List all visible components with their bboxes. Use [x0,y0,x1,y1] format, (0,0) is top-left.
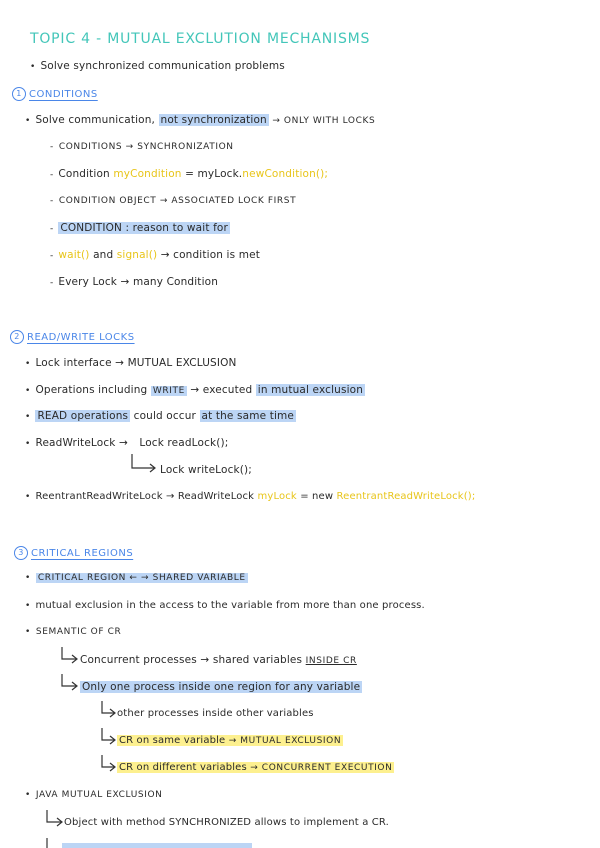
intro-line [30,60,285,72]
s2-l2-c: → executed [190,384,253,396]
s2-l2-b: WRITE [152,386,185,396]
s3-l4-b: INSIDE CR [305,656,357,666]
s2-l6-c: = new [300,491,334,502]
s3-l7-a: CR on same variable [119,735,226,746]
s2-l6-b: myLock [257,491,297,502]
s3-l2-text: mutual exclusion in the access to the variable from more than one process. [35,600,425,611]
s2-l6-d: ReentrantReadWriteLock(); [336,491,476,502]
bullet-icon: • [25,790,31,800]
section-number-icon: 3 [14,546,28,560]
s2-line-3 [25,410,296,422]
s1-l3-d: newCondition(); [242,168,329,180]
dash-icon: - [50,278,54,288]
s2-line-5: Lock writeLock(); [160,464,252,476]
s1-l7-text: Every Lock → many Condition [58,276,219,288]
s1-l2-text: CONDITIONS → SYNCHRONIZATION [58,142,234,152]
dash-icon: - [50,170,54,180]
section-2-heading [10,330,135,344]
s1-line-2 [50,142,234,152]
s2-line-4 [25,437,228,449]
hook-arrow-icon [45,808,65,830]
s1-line-5 [50,222,230,234]
s1-l1-text: Solve communication, [35,114,156,126]
s3-line-3 [25,627,121,637]
s3-l8-a: CR on different variables [119,762,247,773]
s3-l8-b: → CONCURRENT EXECUTION [250,763,393,773]
s1-line-3 [50,168,328,180]
s2-l3-b: could occur [133,410,197,422]
s2-l3-a: READ operations [37,410,129,422]
s1-l6-d: → condition is met [160,249,260,261]
s1-l6-b: and [93,249,114,261]
bullet-icon: • [25,627,31,637]
s3-line-5 [80,681,362,693]
s3-l7-highlight [117,735,343,746]
section-1-heading [12,87,98,101]
bullet-icon: • [25,386,31,396]
s3-line-8 [117,762,394,773]
cut-off-highlight [62,843,252,848]
s3-l1-highlight: CRITICAL REGION ← → SHARED VARIABLE [37,573,246,583]
s3-line-9 [25,790,163,800]
s1-l6-c: signal() [116,249,158,261]
section-number-icon: 1 [12,87,26,101]
s1-line-1 [25,114,375,126]
s3-l9-text: JAVA MUTUAL EXCLUSION [35,790,163,800]
bullet-icon: • [25,439,31,449]
bullet-icon: • [25,601,31,611]
s3-line-10: Object with method SYNCHRONIZED allows to implement a CR. [64,817,389,828]
dash-icon: - [50,224,54,234]
s2-l3-c: at the same time [201,410,295,422]
dash-icon: - [50,142,54,152]
s1-l1-tail: → ONLY WITH LOCKS [272,116,376,126]
s1-l1-highlight: not synchronization [160,114,267,126]
s3-l3-text: SEMANTIC OF CR [35,627,122,637]
bullet-icon: • [30,62,36,72]
hook-arrow-icon [130,452,160,474]
hook-arrow-icon [100,726,118,748]
s1-line-4 [50,196,296,206]
page-title: TOPIC 4 - MUTUAL EXCLUTION MECHANISMS [30,31,371,47]
s1-l5-highlight: CONDITION : reason to wait for [60,222,228,234]
s1-l3-a: Condition [58,168,110,180]
s1-line-7 [50,276,218,288]
s2-l4-a: ReadWriteLock → [35,437,128,449]
dash-icon: - [50,196,54,206]
s1-l3-c: = myLock. [185,168,243,180]
s3-line-7 [117,735,343,746]
s3-l7-b: → MUTUAL EXCLUSION [228,736,342,746]
bullet-icon: • [25,492,31,502]
section-1-title: CONDITIONS [29,89,98,100]
s2-l2-d: in mutual exclusion [257,384,364,396]
hook-arrow-icon [100,753,118,775]
hook-arrow-icon [60,645,80,667]
bullet-icon: • [25,116,31,126]
intro-text: Solve synchronized communication problems [40,60,285,72]
section-3-heading [14,546,133,560]
section-number-icon: 2 [10,330,24,344]
s2-line-2 [25,384,365,396]
s1-l4-text: CONDITION OBJECT → ASSOCIATED LOCK FIRST [58,196,297,206]
s3-l4-a: Concurrent processes → shared variables [80,654,303,666]
s3-l8-highlight [117,762,394,773]
s2-line-1 [25,357,237,369]
hook-arrow-icon [60,672,80,694]
s1-l6-a: wait() [58,249,90,261]
hook-arrow-icon [100,699,118,721]
s2-l4-b: Lock readLock(); [139,437,229,449]
s2-l6-a: ReentrantReadWriteLock → ReadWriteLock [35,491,255,502]
section-2-title: READ/WRITE LOCKS [27,332,135,343]
s2-l1-text: Lock interface → MUTUAL EXCLUSION [35,357,237,369]
s2-l2-a: Operations including [35,384,148,396]
bullet-icon: • [25,573,31,583]
s3-line-1 [25,573,248,583]
s3-line-6: other processes inside other variables [117,708,314,719]
s2-line-6 [25,491,475,502]
s1-l3-b: myCondition [113,168,182,180]
section-3-title: CRITICAL REGIONS [31,548,134,559]
s3-line-2 [25,600,425,611]
s3-line-4 [80,654,357,666]
dash-icon: - [50,251,54,261]
bullet-icon: • [25,359,31,369]
s3-l5-highlight: Only one process inside one region for any variable [82,681,361,693]
bullet-icon: • [25,412,31,422]
s1-line-6 [50,249,260,261]
